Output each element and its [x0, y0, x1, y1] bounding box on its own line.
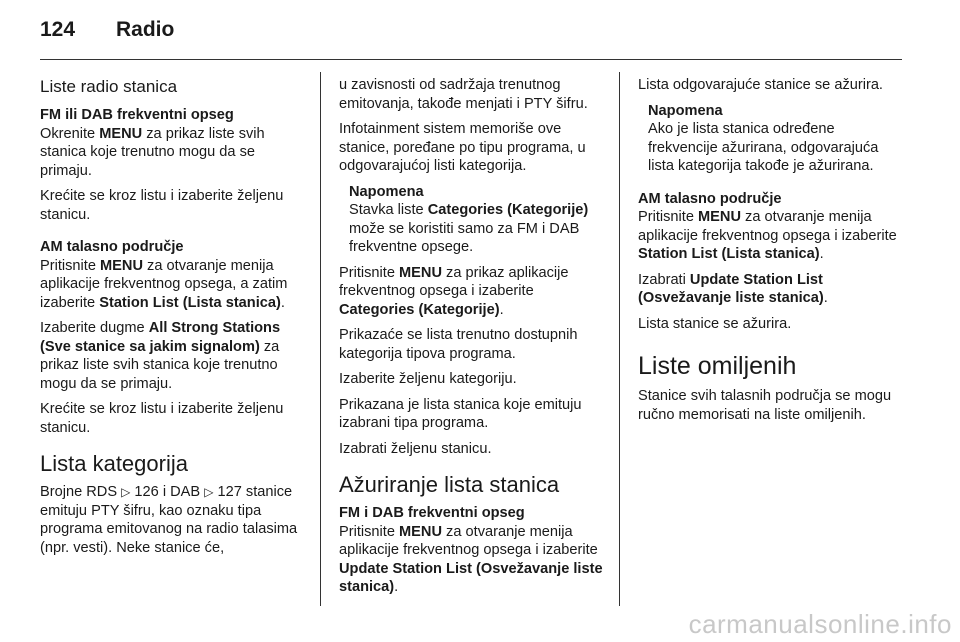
subheading-am-update: AM talasno područje — [638, 190, 782, 207]
paragraph: Izabrati Update Station List (Osvežavanje liste stanica). — [638, 271, 828, 306]
section-title: Radio — [116, 18, 175, 41]
column-1 — [40, 76, 306, 564]
subheading-am: AM talasno područje — [40, 239, 184, 255]
page-number: 124 — [40, 18, 76, 41]
page-reference-arrow-icon: ▷ — [121, 485, 131, 499]
column-3 — [638, 76, 904, 431]
paragraph: Lista stanice se ažurira. — [638, 315, 792, 332]
paragraph: Pritisnite MENU za otvaranje menija aplikacije frekventnog opsega i izaberite Update Station List (Osvežavanje liste stanica). — [339, 523, 603, 595]
paragraph: Okrenite MENU za prikaz liste svih stanica koje trenutno mogu da se primaju. — [40, 125, 265, 179]
paragraph: Krećite se kroz listu i izaberite željenu stanicu. — [40, 188, 284, 223]
heading-category-list: Lista kategorija — [40, 451, 188, 476]
paragraph: Infotainment sistem memoriše ove stanice, poređane po tipu programa, u odgovarajućoj listi kategorija. — [339, 121, 586, 174]
paragraph: Krećite se kroz listu i izaberite željenu stanicu. — [40, 401, 284, 436]
note-text: Stavka liste Categories (Kategorije) može se koristiti samo za FM i DAB frekventne opsege. — [349, 202, 589, 255]
column-divider-1 — [320, 72, 321, 606]
paragraph: Pritisnite MENU za prikaz aplikacije frekventnog opsega i izaberite Categories (Kategorije). — [339, 264, 569, 318]
note-title: Napomena — [648, 102, 723, 119]
paragraph: Lista odgovarajuće stanice se ažurira. — [638, 77, 883, 93]
paragraph: Izabrati željenu stanicu. — [339, 440, 492, 457]
note-title: Napomena — [349, 183, 424, 200]
paragraph: Pritisnite MENU za otvaranje menija aplikacije frekventnog opsega i izaberite Station List (Lista stanica). — [638, 209, 897, 262]
subheading-fm-dab: FM ili DAB frekventni opseg — [40, 107, 234, 123]
paragraph: Brojne RDS ▷ 126 i DAB ▷ 127 stanice emituju PTY šifru, kao oznaku tipa programa emitovanog na radio talasima (npr. vesti). Neke stanice će, — [40, 484, 298, 556]
paragraph: u zavisnosti od sadržaja trenutnog emitovanja, takođe menjati i PTY šifru. — [339, 77, 588, 112]
heading-favourite-lists: Liste omiljenih — [638, 352, 797, 380]
paragraph: Stanice svih talasnih područja se mogu ručno memorisati na liste omiljenih. — [638, 388, 892, 423]
heading-update-lists: Ažuriranje lista stanica — [339, 472, 560, 497]
page-ref-link[interactable]: 127 — [217, 484, 242, 500]
watermark: carmanualsonline.info — [688, 609, 952, 639]
subheading-fm-dab-update: FM i DAB frekventni opseg — [339, 505, 525, 521]
column-2 — [339, 76, 607, 604]
paragraph: Prikazaće se lista trenutno dostupnih kategorija tipova programa. — [339, 327, 578, 362]
column-divider-2 — [619, 72, 620, 606]
page-reference-arrow-icon: ▷ — [204, 485, 214, 499]
heading-station-lists: Liste radio stanica — [40, 77, 178, 96]
paragraph: Izaberite željenu kategoriju. — [339, 371, 517, 387]
note-box — [349, 183, 607, 257]
paragraph: Izaberite dugme All Strong Stations (Sve stanice sa jakim signalom) za prikaz liste svih stanica koje trenutno mogu da se primaju. — [40, 320, 281, 392]
paragraph: Prikazana je lista stanica koje emituju izabrani tipa programa. — [339, 396, 582, 431]
paragraph: Pritisnite MENU za otvaranje menija aplikacije frekventnog opsega, a zatim izaberite Station List (Lista stanica). — [40, 257, 288, 311]
page-ref-link[interactable]: 126 — [134, 484, 159, 500]
note-box — [648, 102, 904, 176]
header-divider — [40, 59, 902, 60]
note-text: Ako je lista stanica određene frekvencije ažurirana, odgovarajuća lista kategorija takođe je ažurirana. — [648, 121, 879, 174]
page-header — [40, 18, 900, 42]
